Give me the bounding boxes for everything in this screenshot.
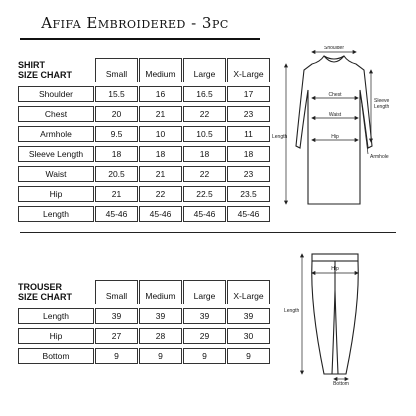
measure-value: 39: [139, 308, 182, 324]
shirt-illustration: [272, 46, 396, 210]
measure-value: 20.5: [95, 166, 138, 182]
size-header: X-Large: [227, 280, 270, 304]
table-row: [18, 106, 270, 122]
table-row: [18, 206, 270, 222]
trouser-diagram: [282, 246, 392, 386]
measure-value: 20: [95, 106, 138, 122]
shirt-hip-label: Hip: [331, 134, 339, 140]
shirt-chart-header: [18, 58, 270, 82]
measure-value: 21: [95, 186, 138, 202]
page-title: Afifa Embroidered - 3pc: [41, 14, 229, 32]
measure-value: 9: [183, 348, 226, 364]
shirt-armhole-label: Armhole: [370, 154, 389, 160]
title-underline: [20, 38, 260, 40]
measure-value: 27: [95, 328, 138, 344]
trouser-heading-line2: SIZE CHART: [18, 292, 72, 302]
measure-value: 22: [139, 186, 182, 202]
shirt-heading-line2: SIZE CHART: [18, 70, 72, 80]
section-divider: [20, 232, 396, 233]
table-row: [18, 166, 270, 182]
table-row: [18, 126, 270, 142]
measure-value: 21: [139, 166, 182, 182]
measure-value: 18: [227, 146, 270, 162]
measure-value: 45-46: [95, 206, 138, 222]
measure-value: 45-46: [183, 206, 226, 222]
trouser-chart-heading: [18, 280, 94, 304]
table-row: [18, 348, 270, 364]
shirt-sleeve-label: Sleeve: [374, 98, 390, 104]
table-row: [18, 86, 270, 102]
shirt-diagram: [272, 46, 396, 210]
measure-label: Waist: [18, 166, 94, 182]
measure-value: 10: [139, 126, 182, 142]
size-header: Small: [95, 280, 138, 304]
measure-value: 22.5: [183, 186, 226, 202]
table-row: [18, 146, 270, 162]
shirt-chart-heading: [18, 58, 94, 82]
measure-value: 9: [95, 348, 138, 364]
measure-value: 9: [139, 348, 182, 364]
measure-value: 11: [227, 126, 270, 142]
measure-value: 17: [227, 86, 270, 102]
measure-value: 28: [139, 328, 182, 344]
trouser-hip-label: Hip: [331, 266, 339, 272]
measure-value: 30: [227, 328, 270, 344]
trouser-size-chart: [18, 280, 270, 364]
trouser-illustration: [282, 246, 392, 386]
measure-value: 22: [183, 106, 226, 122]
size-header: Large: [183, 58, 226, 82]
table-row: [18, 328, 270, 344]
shirt-sleeve-length-label: Length: [374, 104, 390, 110]
size-header: X-Large: [227, 58, 270, 82]
measure-label: Hip: [18, 186, 94, 202]
measure-value: 16.5: [183, 86, 226, 102]
trouser-heading-line1: TROUSER: [18, 282, 63, 292]
measure-value: 15.5: [95, 86, 138, 102]
measure-value: 23: [227, 166, 270, 182]
measure-value: 9: [227, 348, 270, 364]
trouser-chart-header: [18, 280, 270, 304]
measure-value: 9.5: [95, 126, 138, 142]
measure-value: 39: [183, 308, 226, 324]
size-header: Medium: [139, 58, 182, 82]
shirt-waist-label: Waist: [328, 112, 342, 118]
measure-value: 39: [227, 308, 270, 324]
measure-label: Chest: [18, 106, 94, 122]
table-row: [18, 186, 270, 202]
measure-value: 18: [95, 146, 138, 162]
measure-value: 18: [183, 146, 226, 162]
measure-label: Hip: [18, 328, 94, 344]
measure-value: 21: [139, 106, 182, 122]
size-header: Large: [183, 280, 226, 304]
measure-value: 23.5: [227, 186, 270, 202]
measure-value: 29: [183, 328, 226, 344]
measure-value: 16: [139, 86, 182, 102]
measure-label: Armhole: [18, 126, 94, 142]
measure-value: 45-46: [227, 206, 270, 222]
measure-value: 22: [183, 166, 226, 182]
measure-label: Length: [18, 206, 94, 222]
shirt-shoulder-label: Shoulder: [323, 46, 345, 51]
measure-label: Shoulder: [18, 86, 94, 102]
measure-value: 23: [227, 106, 270, 122]
measure-label: Bottom: [18, 348, 94, 364]
size-header: Small: [95, 58, 138, 82]
shirt-size-chart: [18, 58, 270, 222]
shirt-heading-line1: SHIRT: [18, 60, 45, 70]
measure-value: 45-46: [139, 206, 182, 222]
shirt-chest-label: Chest: [328, 92, 342, 98]
measure-value: 10.5: [183, 126, 226, 142]
trouser-length-label: Length: [284, 308, 300, 314]
measure-label: Sleeve Length: [18, 146, 94, 162]
measure-value: 18: [139, 146, 182, 162]
table-row: [18, 308, 270, 324]
size-header: Medium: [139, 280, 182, 304]
measure-label: Length: [18, 308, 94, 324]
measure-value: 39: [95, 308, 138, 324]
shirt-length-label: Length: [272, 134, 288, 140]
trouser-bottom-label: Bottom: [333, 381, 349, 386]
